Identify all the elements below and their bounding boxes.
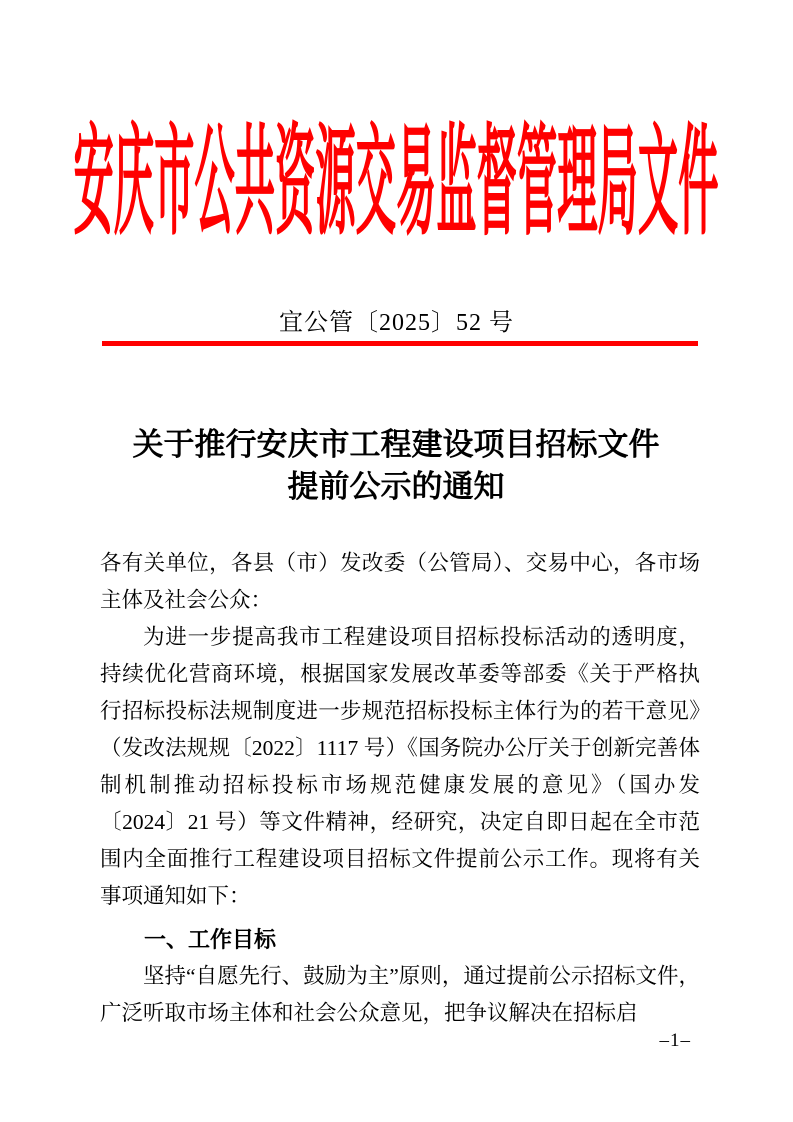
issuing-agency-banner-text: 安庆市公共资源交易监督管理局文件 xyxy=(73,112,720,253)
salutation-paragraph: 各有关单位，各县（市）发改委（公管局）、交易中心，各市场主体及社会公众： xyxy=(100,551,700,612)
document-header-banner xyxy=(0,104,793,253)
intro-paragraph: 为进一步提高我市工程建设项目招标投标活动的透明度，持续优化营商环境，根据国家发展改革委等部委《关于严格执行招标投标法规制度进一步规范招标投标主体行为的若干意见》（发改法规规〔2022〕1117 号）《国务院办公厅关于创新完善体制机制推动招标投标市场规范健康发展的意见》（国办发〔2024〕21 号）等文件精神，经研究，决定自即日起在全市范围内全面推行工程建设项目招标文件提前公示工作。现将有关事项通知如下： xyxy=(100,625,700,908)
section-1-heading: 一、工作目标 xyxy=(144,927,277,952)
page-number: –1– xyxy=(659,1030,691,1051)
document-body xyxy=(100,545,700,1032)
document-title-line-1: 关于推行安庆市工程建设项目招标文件 xyxy=(132,427,660,462)
document-title-line-2: 提前公示的通知 xyxy=(287,469,505,504)
document-reference-number: 宜公管〔2025〕52 号 xyxy=(279,310,514,336)
red-separator-rule xyxy=(102,341,698,346)
document-title xyxy=(96,424,696,508)
section-1-paragraph: 坚持“自愿先行、鼓励为主”原则，通过提前公示招标文件，广泛听取市场主体和社会公众意见，把争议解决在招标启 xyxy=(100,964,700,1025)
